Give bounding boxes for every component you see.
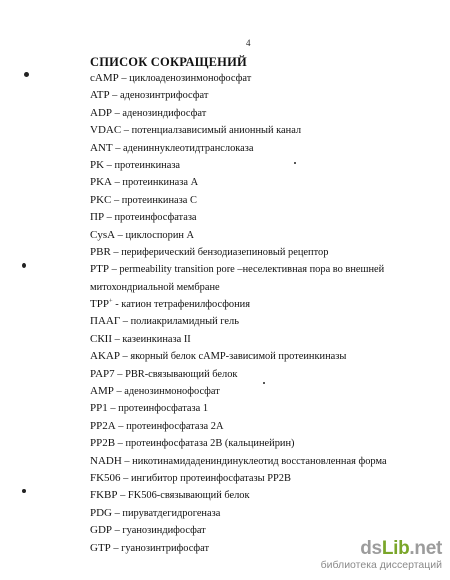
abbreviation-separator: – [112, 333, 123, 345]
abbreviation-separator: – [111, 194, 122, 206]
abbreviation-term: PK [90, 158, 105, 171]
abbreviation-definition: FK506-связывающий белок [127, 490, 250, 502]
abbreviation-row [90, 140, 435, 157]
abbreviation-definition: протеинкиназа A [122, 177, 199, 189]
watermark [321, 539, 442, 572]
abbreviation-row [90, 522, 435, 539]
abbreviation-definition: протеинфосфатаза 2A [126, 420, 224, 432]
abbreviation-separator: - [112, 299, 122, 311]
abbreviation-definition: казеинкиназа II [122, 333, 191, 345]
abbreviation-row [90, 174, 435, 191]
abbreviation-row [90, 192, 435, 209]
abbreviation-separator: – [114, 368, 126, 380]
abbreviation-separator: – [115, 229, 126, 241]
abbreviation-row [90, 87, 435, 104]
abbreviation-row [90, 296, 435, 313]
abbreviation-definition: катион тетрафенилфосфония [121, 299, 251, 311]
abbreviation-definition: протеинкиназа C [121, 194, 197, 206]
abbreviation-term: TPP [90, 298, 109, 311]
abbreviation-definition: permeability transition pore –неселективная пора во внешней [119, 264, 385, 276]
abbreviation-term: PDG [90, 506, 113, 519]
abbreviation-separator: – [104, 212, 115, 224]
abbreviation-separator: – [110, 246, 122, 258]
abbreviation-row [90, 70, 435, 87]
watermark-tagline: библиотека диссертаций [320, 559, 442, 571]
abbreviation-term: GDP [90, 524, 113, 537]
abbreviation-row [90, 279, 435, 296]
abbreviation-separator: – [120, 472, 131, 484]
abbreviation-row [90, 453, 435, 470]
abbreviation-row [90, 209, 435, 226]
page-number: 4 [246, 38, 251, 48]
abbreviation-term: PAP7 [90, 367, 115, 380]
abbreviation-separator: – [107, 403, 119, 415]
abbreviation-row [90, 244, 435, 261]
abbreviation-separator: – [108, 264, 120, 276]
abbreviation-term: PP1 [90, 402, 108, 415]
abbreviation-row [90, 383, 435, 400]
abbreviation-term: NADH [90, 454, 122, 467]
abbreviation-term: CysA [90, 228, 116, 241]
abbreviation-term: ADP [90, 106, 113, 119]
scan-dot [22, 489, 26, 493]
abbreviation-row [90, 505, 435, 522]
abbreviation-definition: пируватдегидрогеназа [122, 507, 221, 519]
abbreviation-term: cAMP [90, 72, 119, 84]
abbreviation-row [90, 122, 435, 139]
abbreviation-row [90, 366, 435, 383]
abbreviation-term: PP2B [90, 437, 116, 450]
abbreviation-row [90, 105, 435, 122]
abbreviation-term: ПААГ [90, 315, 121, 328]
abbreviation-definition: циклоспорин A [125, 229, 195, 241]
abbreviation-separator: – [112, 525, 123, 537]
abbreviation-row [90, 487, 435, 504]
abbreviation-definition: аденозинтрифосфат [119, 90, 209, 102]
abbreviation-row [90, 435, 435, 452]
scan-dot [24, 72, 29, 77]
abbreviation-separator: – [121, 455, 133, 467]
abbreviation-term: FKBP [90, 489, 118, 502]
scan-dot [263, 382, 265, 384]
abbreviation-definition: адениннуклеотидтранслоказа [123, 142, 254, 154]
abbreviation-definition: PBR-связывающий белок [125, 368, 238, 380]
watermark-logo: dsLib.net [360, 538, 442, 559]
abbreviation-term: PBR [90, 245, 111, 258]
abbreviation-definition: периферический бензодиазепиновый рецептор [121, 246, 329, 258]
abbreviation-term: AKAP [90, 350, 120, 363]
abbreviation-term: ATP [90, 89, 110, 102]
abbreviation-definition: никотинамидадениндинуклеотид восстановленная форма [132, 455, 387, 467]
abbreviation-separator: – [119, 351, 131, 363]
abbreviation-row [90, 227, 435, 244]
abbreviation-definition: потенциалзависимый анионный канал [131, 125, 302, 137]
abbreviation-term: AMP [90, 385, 114, 398]
abbreviation-definition: ингибитор протеинфосфатазы PP2B [130, 472, 291, 484]
abbreviation-list [90, 70, 435, 557]
abbreviation-term: ANT [90, 141, 113, 154]
abbreviation-row [90, 261, 435, 278]
abbreviation-row [90, 470, 435, 487]
abbreviation-separator: – [121, 125, 132, 137]
abbreviation-definition: гуанозинтрифосфат [121, 542, 210, 554]
abbreviation-separator: – [112, 177, 123, 189]
page-title: СПИСОК СОКРАЩЕНИЙ [90, 55, 247, 69]
abbreviation-term: СКII [90, 332, 112, 345]
abbreviation-definition: якорный белок cAMP-зависимой протеинкиназы [130, 351, 347, 363]
abbreviation-separator: – [112, 107, 123, 119]
abbreviation-term: VDAC [90, 124, 122, 137]
abbreviation-row [90, 313, 435, 330]
abbreviation-definition: протеинфосфатаза [114, 212, 197, 224]
abbreviation-separator: – [120, 316, 131, 328]
abbreviation-separator: – [115, 420, 127, 432]
abbreviation-separator: – [110, 542, 122, 554]
abbreviation-definition: протеинфосфатаза 2B (кальцинейрин) [125, 438, 295, 450]
abbreviation-definition: циклоаденозинмонофосфат [129, 73, 252, 84]
abbreviation-row [90, 331, 435, 348]
abbreviation-separator: – [112, 507, 123, 519]
scan-dot [22, 263, 26, 268]
abbreviation-term: PTP [90, 263, 109, 276]
abbreviation-row [90, 157, 435, 174]
abbreviation-term: GTP [90, 541, 111, 554]
abbreviation-term: PKA [90, 176, 113, 189]
abbreviation-definition: митохондриальной мембране [90, 281, 220, 293]
scan-dot [294, 162, 296, 164]
abbreviation-separator: – [113, 386, 125, 398]
abbreviation-term-superscript: + [108, 297, 113, 305]
abbreviation-row [90, 400, 435, 417]
abbreviation-separator: – [109, 90, 120, 102]
abbreviation-separator: – [112, 142, 123, 154]
abbreviation-definition: гуанозиндифосфат [122, 525, 206, 537]
abbreviation-term: ПР [90, 211, 105, 224]
abbreviation-definition: аденозинмонофосфат [124, 386, 220, 398]
abbreviation-term: PP2A [90, 419, 116, 432]
abbreviation-definition: полиакриламидный гель [130, 316, 239, 328]
abbreviation-separator: – [115, 438, 126, 450]
abbreviation-definition: протеинкиназа [114, 159, 181, 171]
abbreviation-separator: – [117, 490, 128, 502]
abbreviation-term: PKC [90, 193, 112, 206]
abbreviation-definition: аденозиндифосфат [122, 107, 207, 119]
abbreviation-term: FK506 [90, 471, 121, 484]
abbreviation-row [90, 418, 435, 435]
abbreviation-definition: протеинфосфатаза 1 [118, 403, 209, 415]
abbreviation-row [90, 348, 435, 365]
abbreviation-separator: – [118, 73, 130, 84]
abbreviation-separator: – [104, 159, 115, 171]
